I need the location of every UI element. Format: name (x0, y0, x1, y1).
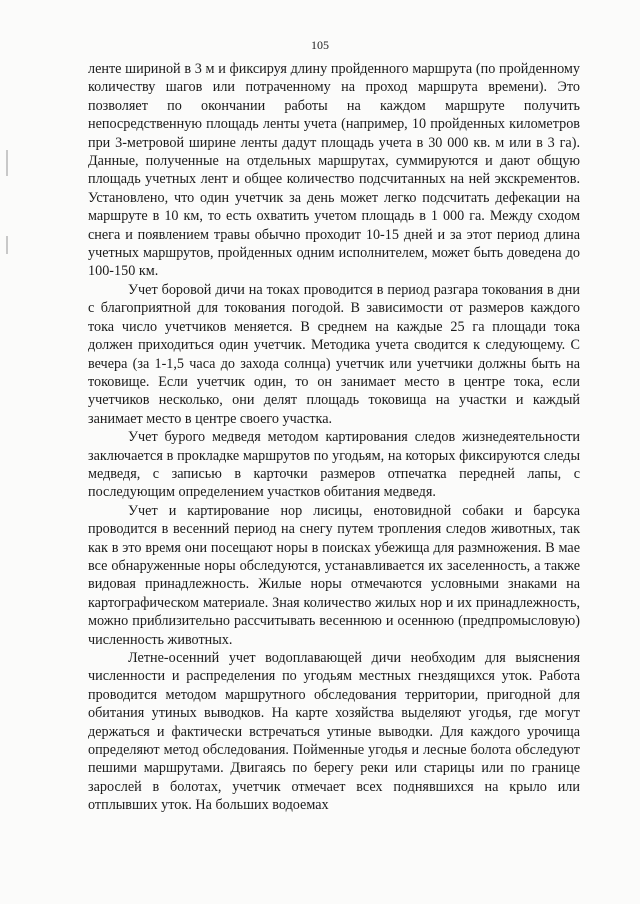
scan-margin-mark (6, 236, 8, 254)
scan-margin-mark (6, 150, 8, 176)
paragraph: Летне-осенний учет водоплавающей дичи необходим для выяснения численности и распределения по угодьям местных гнездящихся уток. Работа проводится методом маршрутного обследования территории, пригодной для обитания утиных выводков. На карте хозяйства выделяют угодья, где могут держаться и фактически встречаться утиные выводки. Для каждого урочища определяют метод обследования. Пойменные угодья и лесные болота обследуют пешими маршрутами. Двигаясь по берегу реки или старицы или по границе зарослей в болотах, учетчик отмечает всех поднявшихся на крыло или отплывших уток. На больших водоемах (88, 650, 580, 814)
paragraph: Учет и картирование нор лисицы, енотовидной собаки и барсука проводится в весенний период на снегу путем тропления следов животных, так как в это время они посещают норы в поисках убежища для размножения. В мае все обнаруженные норы обследуются, устанавливается их заселенность, а также видовая принадлежность. Жилые норы отмечаются условными знаками на картографическом материале. Зная количество жилых нор и их принадлежность, можно приблизительно рассчитывать весеннюю и осеннюю (предпромысловую) численность животных. (88, 502, 580, 648)
body-text (88, 60, 580, 815)
page-number: 105 (311, 38, 329, 52)
paragraph: Учет бурого медведя методом картирования следов жизнедеятельности заключается в прокладке маршрутов по угодьям, на которых фиксируются следы медведя, с записью в карточки размеров отпечатка передней лапы, с последующим определением участков обитания медведя. (88, 429, 580, 501)
paragraph: Учет боровой дичи на токах проводится в период разгара токования в дни с благоприятной для токования погодой. В зависимости от размеров каждого тока число учетчиков меняется. В среднем на каждые 25 га площади тока должен приходиться один учетчик. Методика учета сводится к следующему. С вечера (за 1-1,5 часа до захода солнца) учетчик или учетчики должны быть на токовище. Если учетчик один, то он занимает место в центре тока, если учетчиков несколько, они делят площадь токовища на участки и каждый занимает место в центре своего участка. (88, 281, 580, 427)
paragraph: ленте шириной в 3 м и фиксируя длину пройденного маршрута (по пройденному количеству шагов или потраченному на проход маршрута времени). Это позволяет по окончании работы на каждом маршруте получить непосредственную площадь ленты учета (например, 10 пройденных километров при 3-метровой ширине ленты дадут площадь учета в 30 000 кв. м или в 3 га). Данные, полученные на отдельных маршрутах, суммируются и дают общую площадь учетных лент и общее количество подсчитанных на ней экскрементов. Установлено, что один учетчик за день может легко подсчитать дефекации на маршруте в 10 км, то есть охватить учетом площадь в 1 000 га. Между сходом снега и появлением травы обычно проходит 10-15 дней и за этот период длина учетных маршрутов, пройденных одним исполнителем, может быть доведена до 100-150 км. (88, 61, 580, 280)
